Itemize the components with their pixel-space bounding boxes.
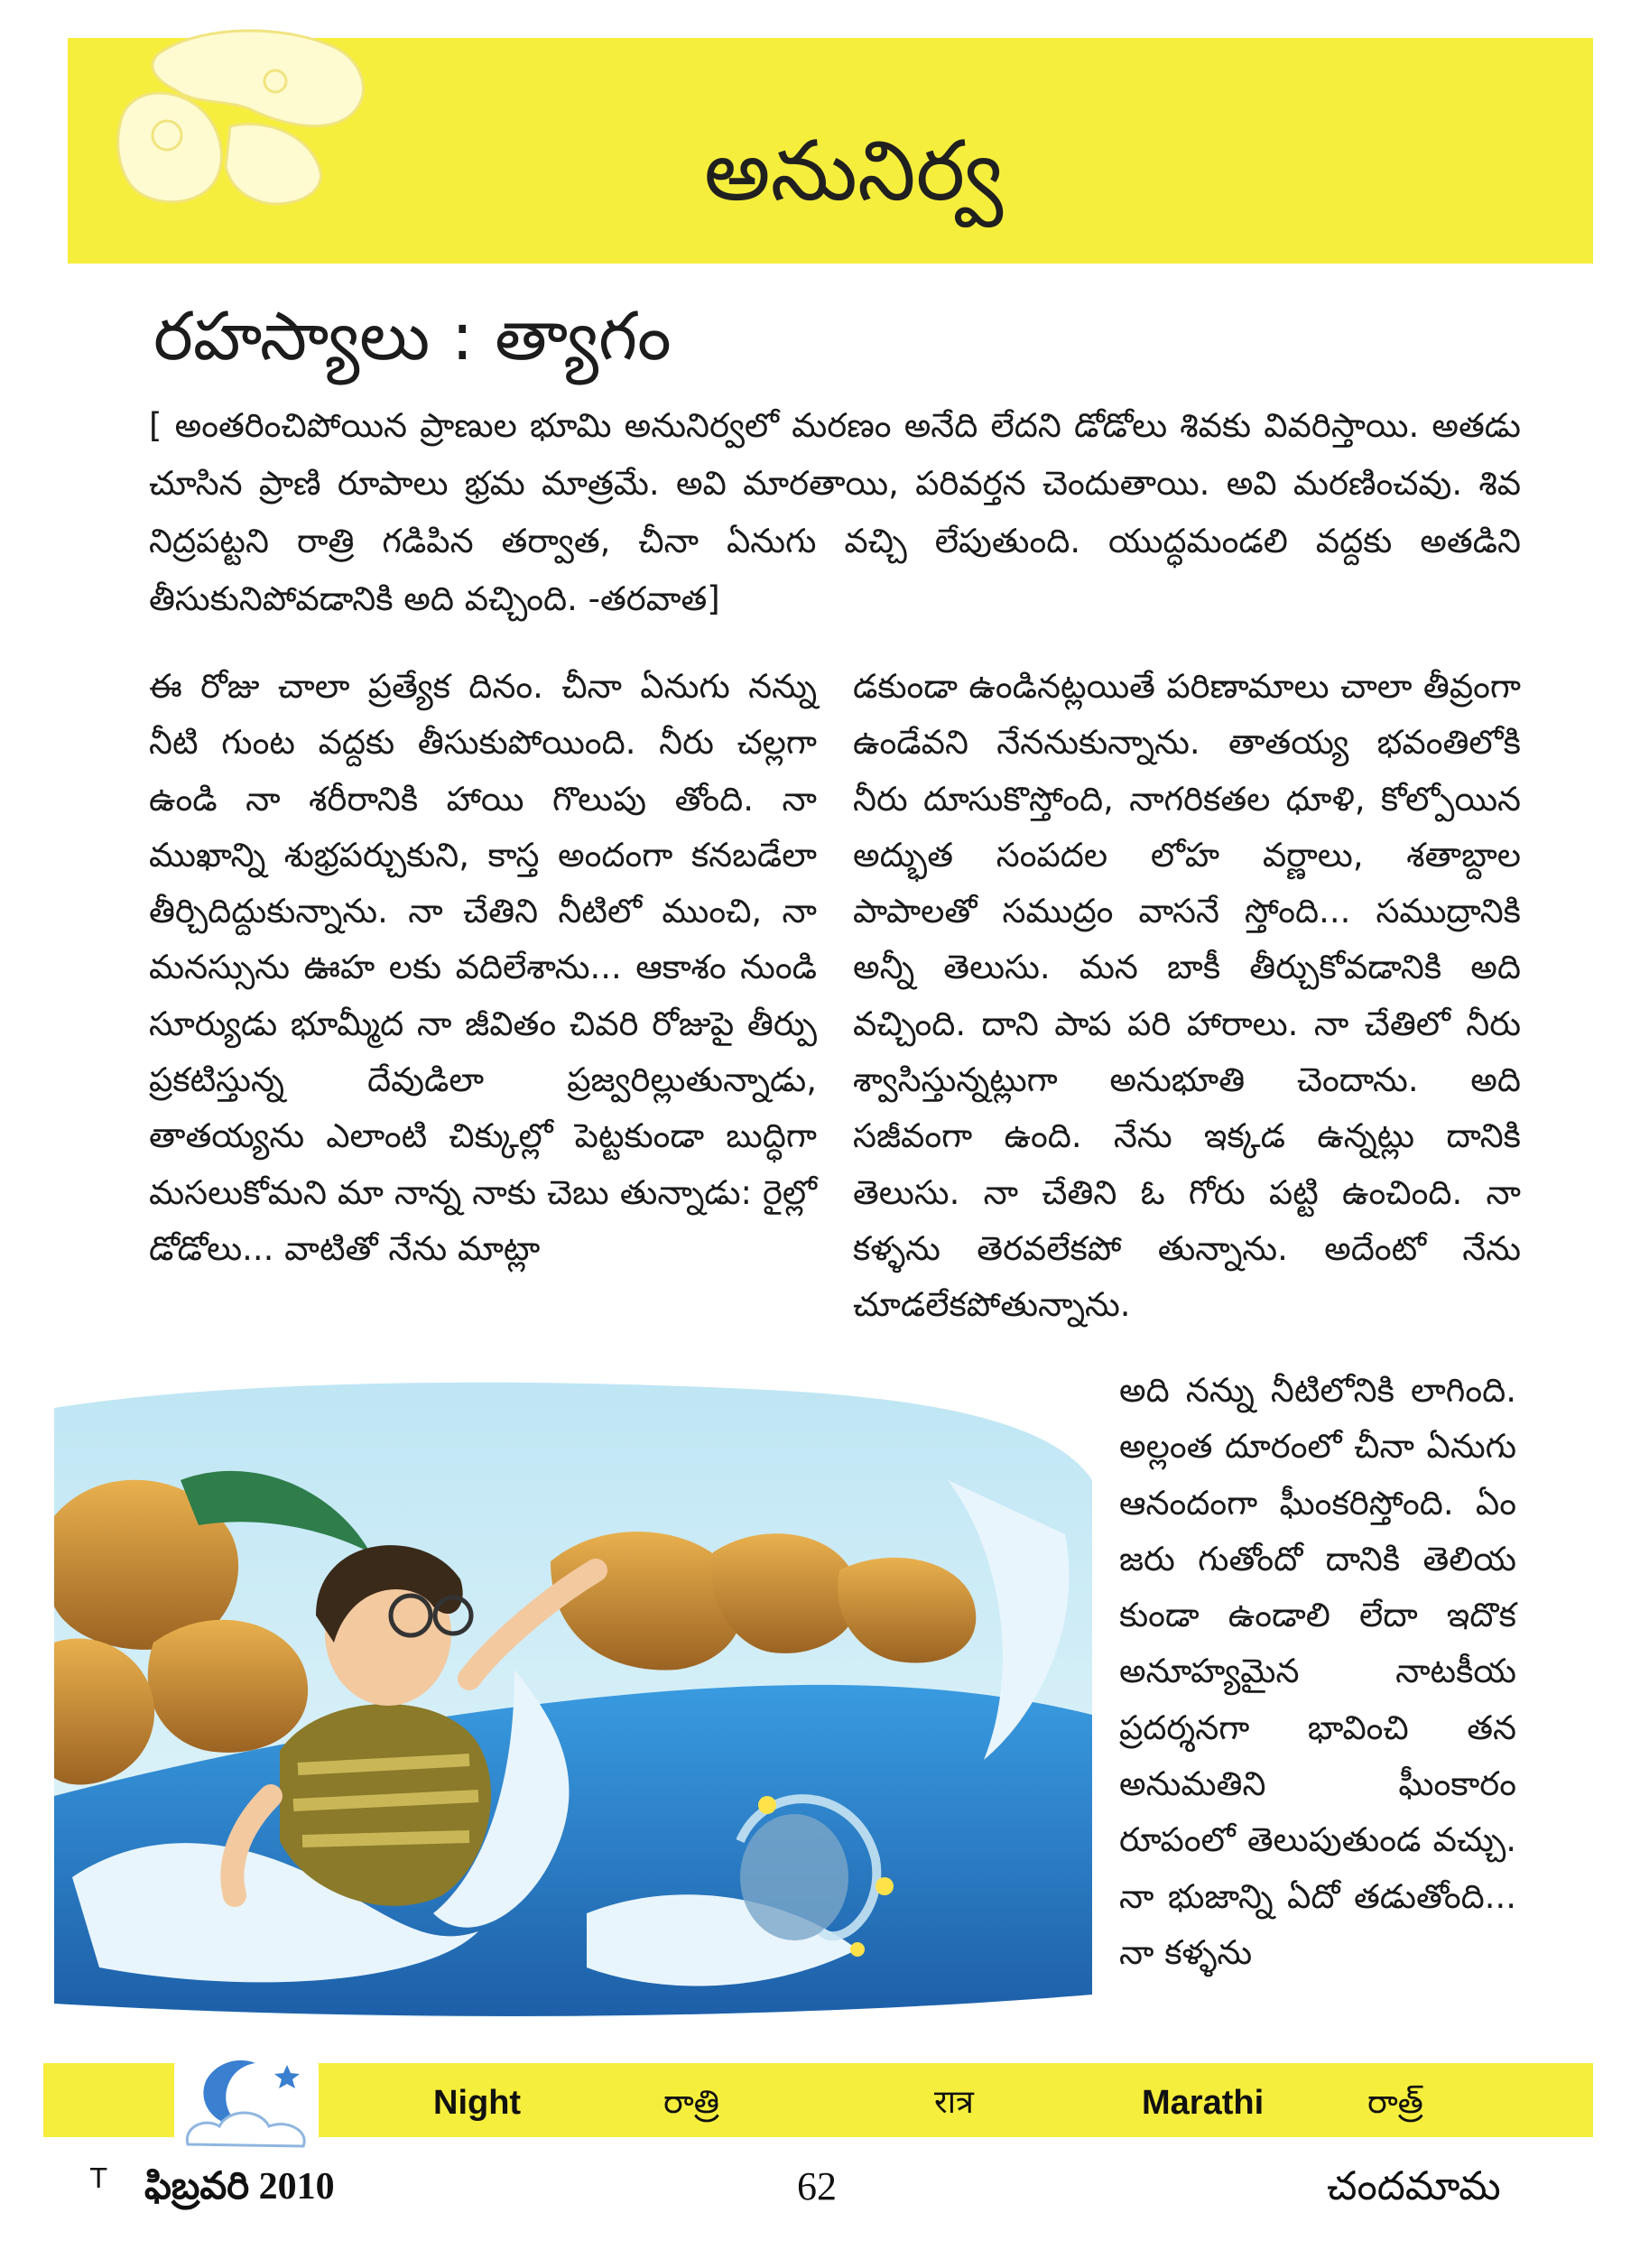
section-title: అనునిర్వ (704, 123, 1004, 219)
body-column-left: ఈ రోజు చాలా ప్రత్యేక దినం. చీనా ఏనుగు నన్ను నీటి గుంట వద్దకు తీసుకుపోయింది. నీరు చల్లగా ఉండి నా శరీరానికి హాయి గొలుపు తోంది. నా ముఖాన్ని శుభ్రపర్చుకుని, కాస్త అందంగా కనబడేలా తీర్చిదిద్దుకున్నాను. నా చేతిని నీటిలో ముంచి, నా మనస్సును ఊహ లకు వదిలేశాను... ఆకాశం నుండి సూర్యుడు భూమ్మీద నా జీవితం చివరి రోజుపై తీర్పు ప్రకటిస్తున్న దేవుడిలా ప్రజ్వరిల్లుతున్నాడు, తాతయ్యను ఎలాంటి చిక్కుల్లో పెట్టకుండా బుద్ధిగా మసలుకోమని మా నాన్న నాకు చెబు తున్నాడు: రైల్లో డోడోలు... వాటితో నేను మాట్లా (149, 667, 817, 1268)
issue-date: ఫిబ్రవరి 2010 (144, 2166, 335, 2208)
story-intro-summary: [ అంతరించిపోయిన ప్రాణుల భూమి అనునిర్వలో మరణం అనేది లేదని డోడోలు శివకు వివరిస్తాయి. అతడు చూసిన ప్రాణి రూపాలు భ్రమ మాత్రమే. అవి మారతాయి, పరివర్తన చెందుతాయి. అవి మరణించవు. శివ నిద్రపట్టని రాత్రి గడిపిన తర్వాత, చీనా ఏనుగు వచ్చి లేపుతుంది. యుద్ధమండలి వద్దకు అతడిని తీసుకునిపోవడానికి అది వచ్చింది. -తరవాత] (149, 406, 1521, 618)
corner-mark: T (90, 2163, 107, 2195)
word-english: Night (433, 2084, 522, 2122)
body-column-wrap: అది నన్ను నీటిలోనికి లాగింది. అల్లంత దూరంలో చీనా ఏనుగు ఆనందంగా ఘీంకరిస్తోంది. ఏం జరు గుతోందో దానికి తెలియ కుండా ఉండాలి లేదా ఇదొక అనూహ్యమైన నాటకీయ ప్రదర్శనగా భావించి తన అనుమతిని ఘీంకారం రూపంలో తెలుపుతుండ వచ్చు. నా భుజాన్ని ఏదో తడుతోంది... నా కళ్ళను (1119, 1371, 1516, 1972)
word-telugu: రాత్రి (663, 2084, 719, 2121)
story-title: రహస్యాలు : త్యాగం (153, 298, 672, 375)
story-illustration (45, 1372, 1106, 2031)
word-marathi: రాత్ర్ (1367, 2084, 1423, 2121)
word-hindi: रात्र (934, 2084, 974, 2121)
page-number: 62 (797, 2164, 837, 2208)
body-column-right: డకుండా ఉండినట్లయితే పరిణామాలు చాలా తీవ్రంగా ఉండేవని నేననుకున్నాను. తాతయ్య భవంతిలోకి నీరు దూసుకొస్తోంది, నాగరికతల ధూళి, కోల్పోయిన అద్భుత సంపదల లోహ వర్ణాలు, శతాబ్దాల పాపాలతో సముద్రం వాసనే స్తోంది... సముద్రానికి అన్నీ తెలుసు. మన బాకీ తీర్చుకోవడానికి అది వచ్చింది. దాని పాప పరి హారాలు. నా చేతిలో నీరు శ్వాసిస్తున్నట్లుగా అనుభూతి చెందాను. అది సజీవంగా ఉంది. నేను ఇక్కడ ఉన్నట్లు దానికి తెలుసు. నా చేతిని ఓ గోరు పట్టి ఉంచింది. నా కళ్ళను తెరవలేకపో తున్నాను. అదేంటో నేను చూడలేకపోతున్నాను. (853, 667, 1521, 1325)
moon-cloud-icon (170, 2045, 323, 2162)
chandamama-logo-icon (95, 18, 393, 217)
language-label: Marathi (1142, 2084, 1265, 2122)
magazine-name: చందమామ (1327, 2163, 1501, 2209)
